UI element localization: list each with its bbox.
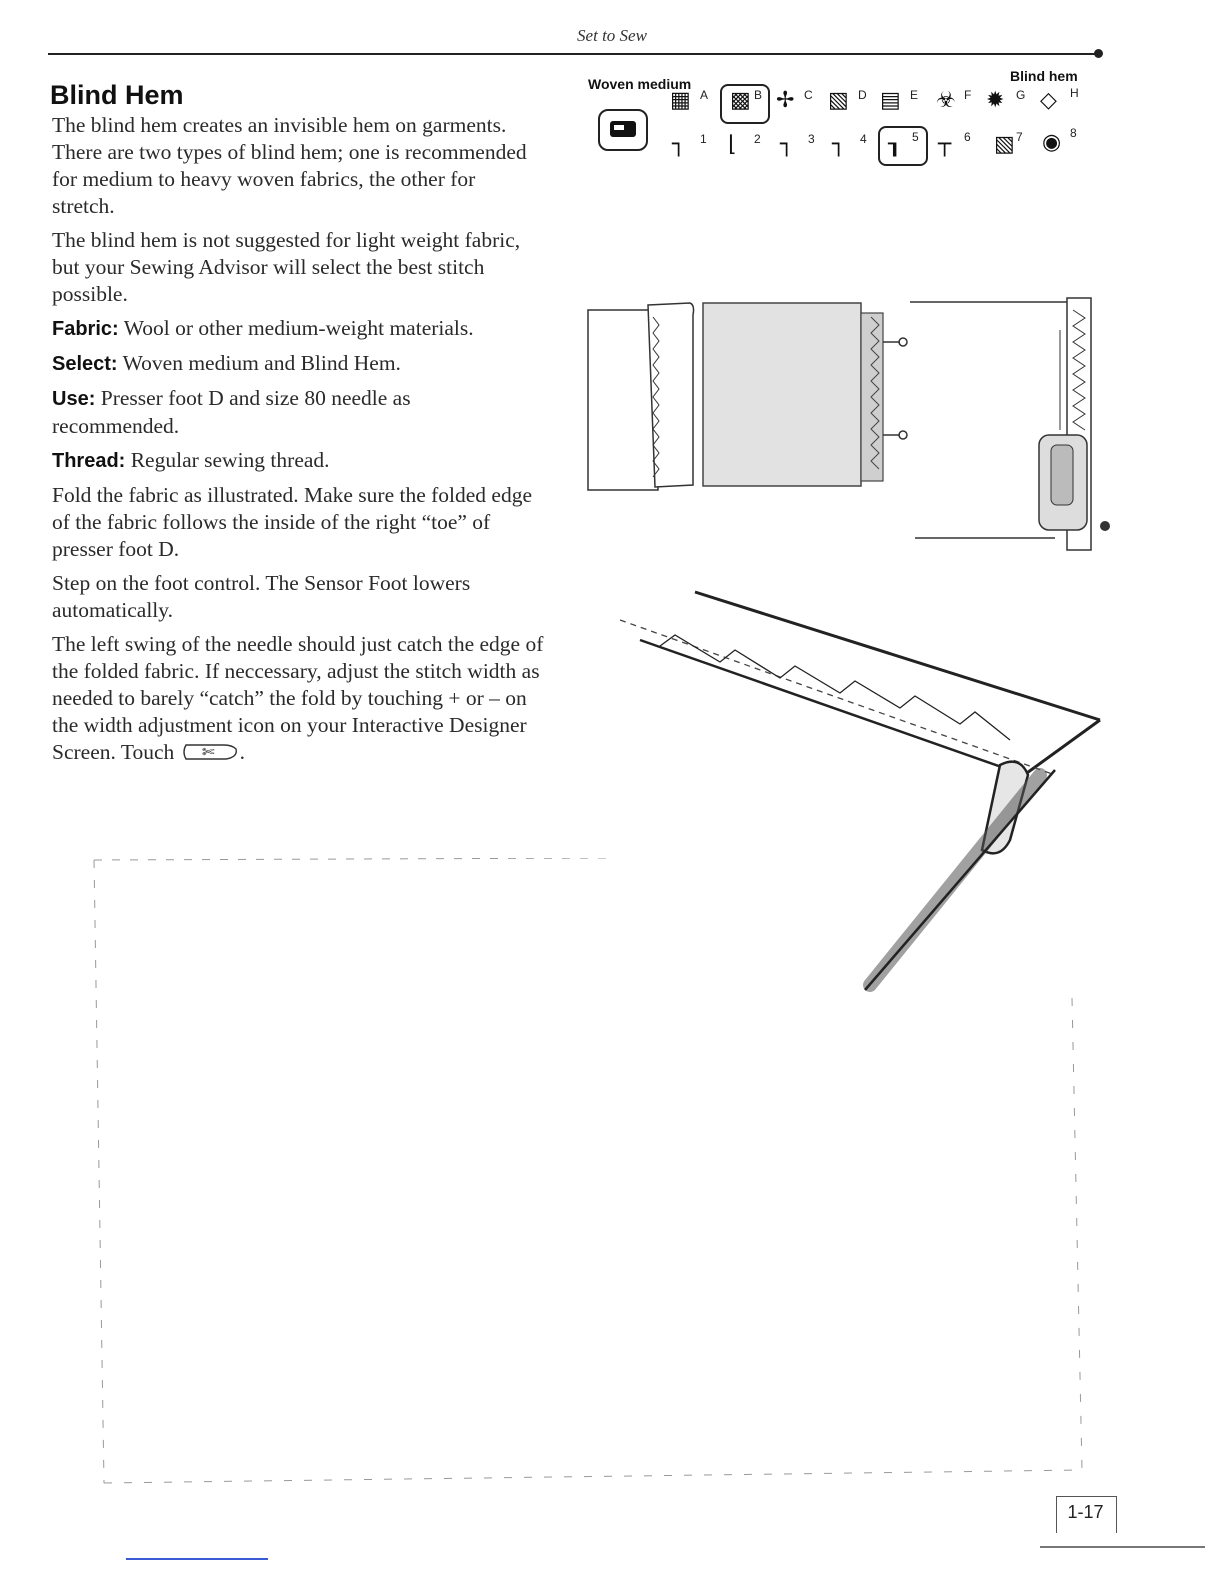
folded-fabric-illustration — [585, 295, 920, 495]
fabric-b-icon: ▩ — [730, 88, 751, 113]
swing-end: . — [239, 740, 246, 764]
header-bullet — [1094, 49, 1103, 58]
thread-text: Regular sewing thread. — [130, 448, 330, 472]
fold-paragraph: Fold the fabric as illustrated. Make sure the folded edge of the fabric follows the inside of the right “toe” of presser foot D. — [52, 483, 533, 561]
use-text: Presser foot D and size 80 needle as recommended. — [52, 386, 411, 438]
fabric-label: Fabric: — [52, 318, 119, 340]
use-line — [52, 385, 542, 440]
sewing-machine-icon — [598, 109, 648, 151]
presser-foot-illustration — [905, 290, 1117, 560]
fabric-g-icon: ✹ — [986, 88, 1005, 113]
use-label: Use: — [52, 388, 96, 410]
page-number: 1-17 — [1067, 1502, 1104, 1522]
technique-1-icon: ┐ — [672, 132, 686, 157]
empty-frame — [92, 858, 1087, 1488]
technique-selection-row: ┐ 1 ⌊ 2 ┐ 3 ┐ 4 ┒ 5 ┬ 6 ▧ 7 ◉ 8 — [668, 124, 1088, 164]
running-header: Set to Sew — [577, 26, 647, 45]
fabric-a-icon: ▦ — [670, 88, 691, 113]
select-label: Select: — [52, 353, 118, 375]
fabric-selection-row: ▦ A ▩ B ✢ C ▧ D ▤ E ☣ F ✹ G ◇ H — [668, 84, 1088, 124]
technique-2-icon: ⌊ — [728, 132, 737, 157]
technique-5-selected — [878, 126, 928, 166]
technique-6-icon: ┬ — [938, 132, 952, 157]
fabric-e-icon: ▤ — [880, 88, 901, 113]
step-paragraph: Step on the foot control. The Sensor Foot lowers automatically. — [52, 571, 471, 622]
scissors-icon — [180, 741, 240, 763]
thread-label: Thread: — [52, 450, 126, 472]
header-rule — [48, 53, 1098, 55]
note-paragraph: The blind hem is not suggested for light weight fabric, but your Sewing Advisor will select the best stitch possible. — [52, 228, 521, 306]
section-title: Blind Hem — [50, 80, 184, 110]
svg-text:✄: ✄ — [201, 743, 215, 761]
fabric-h-icon: ◇ — [1040, 88, 1057, 113]
body-column — [52, 112, 572, 766]
select-text: Woven medium and Blind Hem. — [122, 351, 401, 375]
swing-text: The left swing of the needle should just catch the edge of the folded fabric. If neccessary, adjust the stitch width as needed to barely “catch” the fold by touching + or – on the width adjustment icon on your Interactive Designer Screen. Touch — [52, 632, 544, 764]
fabric-d-icon: ▧ — [828, 88, 849, 113]
select-line — [52, 350, 572, 378]
button-icon: ◉ — [1042, 130, 1062, 155]
fabric-type-label: Woven medium — [588, 76, 692, 92]
footer-rule — [1040, 1546, 1205, 1548]
fabric-text: Wool or other medium-weight materials. — [123, 316, 474, 340]
technique-4-icon: ┐ — [832, 132, 846, 157]
fabric-f-icon: ☣ — [936, 88, 956, 113]
technique-3-icon: ┐ — [780, 132, 794, 157]
blind-hem-icon: ┒ — [888, 132, 902, 157]
technique-label: Blind hem — [1010, 68, 1078, 84]
footer-link-underline — [126, 1558, 268, 1560]
intro-paragraph: The blind hem creates an invisible hem on garments. There are two types of blind hem; one is recommended for medium to heavy woven fabrics, the other for stretch. — [52, 113, 527, 218]
technique-7-icon: ▧ — [994, 132, 1015, 157]
fabric-line — [52, 315, 572, 343]
fabric-c-icon: ✢ — [776, 88, 795, 113]
thread-line — [52, 447, 572, 475]
swing-paragraph — [52, 631, 557, 766]
